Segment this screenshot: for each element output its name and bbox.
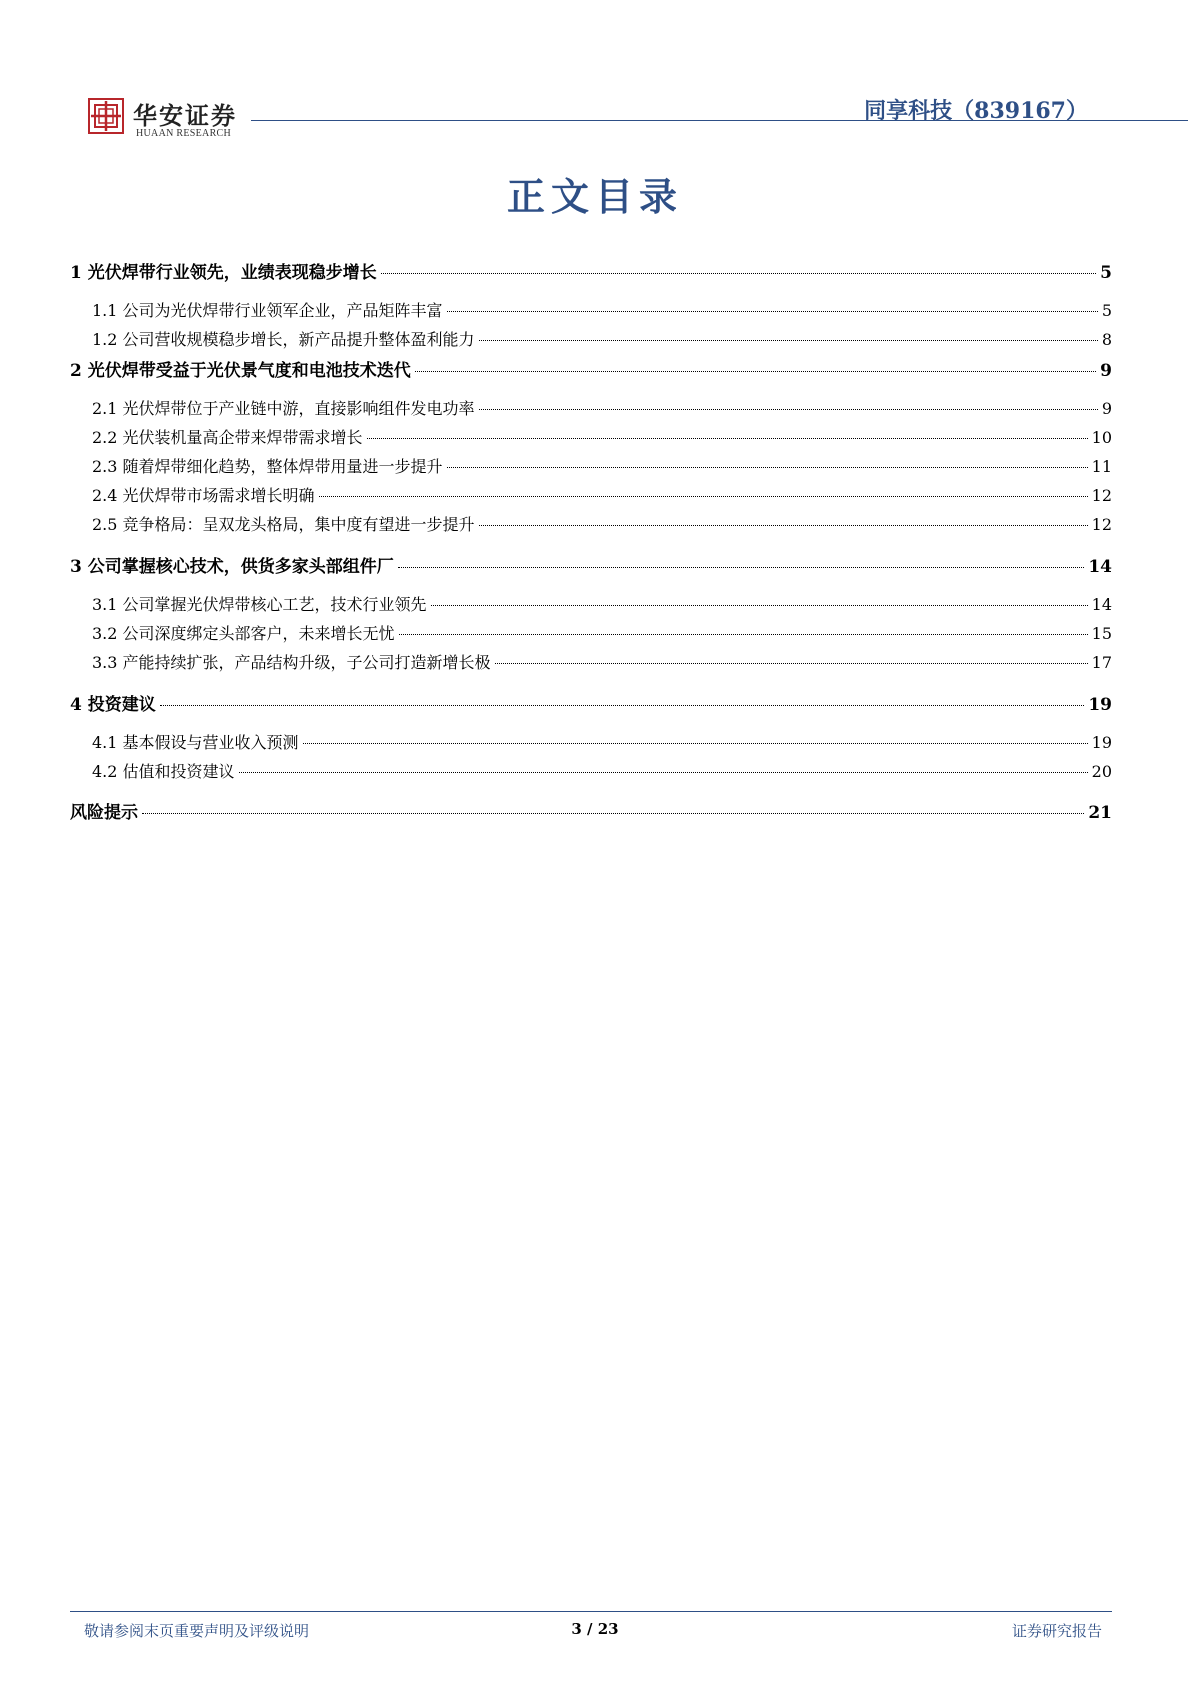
page-header: [88, 92, 1088, 144]
toc-entry[interactable]: [70, 730, 1112, 754]
toc-entry[interactable]: [70, 798, 1112, 822]
toc-entry[interactable]: [70, 258, 1112, 282]
toc-entry[interactable]: [70, 512, 1112, 536]
toc-entry[interactable]: [70, 298, 1112, 322]
toc-entry-page: 10: [1091, 428, 1112, 447]
stock-name: 同享科技（839167）: [864, 98, 1088, 124]
toc-entry-label: 2.2 光伏装机量高企带来焊带需求增长: [92, 428, 363, 447]
toc-leader-dots: [415, 371, 1096, 372]
toc-entry-page: 9: [1100, 361, 1112, 381]
toc-entry-label: 1.2 公司营收规模稳步增长，新产品提升整体盈利能力: [92, 330, 475, 349]
toc-entry-label: 2 光伏焊带受益于光伏景气度和电池技术迭代: [70, 361, 411, 381]
toc-entry[interactable]: [70, 425, 1112, 449]
toc-leader-dots: [319, 496, 1088, 497]
toc-leader-dots: [479, 340, 1098, 341]
toc-leader-dots: [479, 525, 1088, 526]
huaan-logo-icon: [88, 98, 124, 134]
toc-leader-dots: [367, 438, 1088, 439]
toc-entry-page: 14: [1088, 557, 1112, 577]
toc-leader-dots: [447, 311, 1098, 312]
toc-leader-dots: [303, 743, 1088, 744]
toc-entry-page: 11: [1091, 457, 1112, 476]
toc-entry-label: 3 公司掌握核心技术，供货多家头部组件厂: [70, 557, 394, 577]
toc-entry-label: 3.3 产能持续扩张，产品结构升级，子公司打造新增长极: [92, 653, 491, 672]
toc-leader-dots: [495, 663, 1088, 664]
toc-entry-page: 17: [1091, 653, 1112, 672]
toc-entry-label: 1 光伏焊带行业领先，业绩表现稳步增长: [70, 263, 377, 283]
toc-entry-page: 12: [1091, 486, 1112, 505]
toc-entry-page: 14: [1091, 595, 1112, 614]
toc-entry[interactable]: [70, 483, 1112, 507]
toc-entry-page: 19: [1088, 695, 1112, 715]
page-number: 3 / 23: [571, 1620, 619, 1638]
toc-leader-dots: [381, 273, 1096, 274]
toc-leader-dots: [479, 409, 1098, 410]
toc-entry-label: 1.1 公司为光伏焊带行业领军企业，产品矩阵丰富: [92, 301, 443, 320]
toc-entry[interactable]: [70, 621, 1112, 645]
toc-leader-dots: [447, 467, 1088, 468]
toc-leader-dots: [431, 605, 1088, 606]
toc-entry-page: 15: [1091, 624, 1112, 643]
toc-entry[interactable]: [70, 327, 1112, 351]
toc-entry-label: 2.1 光伏焊带位于产业链中游，直接影响组件发电功率: [92, 399, 475, 418]
toc-entry-page: 5: [1100, 263, 1112, 283]
toc-entry[interactable]: [70, 690, 1112, 714]
footer-disclaimer: 敬请参阅末页重要声明及评级说明: [84, 1622, 310, 1640]
toc-entry-page: 20: [1091, 762, 1112, 781]
toc-entry[interactable]: [70, 552, 1112, 576]
toc-entry-label: 2.5 竞争格局：呈双龙头格局，集中度有望进一步提升: [92, 515, 475, 534]
footer-divider: [70, 1611, 1112, 1612]
toc-entry-label: 4.2 估值和投资建议: [92, 762, 235, 781]
toc-entry-label: 2.4 光伏焊带市场需求增长明确: [92, 486, 315, 505]
toc-entry-page: 12: [1091, 515, 1112, 534]
toc-entry[interactable]: [70, 592, 1112, 616]
toc-leader-dots: [160, 705, 1085, 706]
toc-entry-label: 3.2 公司深度绑定头部客户，未来增长无忧: [92, 624, 395, 643]
toc-entry[interactable]: [70, 650, 1112, 674]
toc-entry-page: 9: [1101, 399, 1112, 418]
toc-entry-page: 8: [1101, 330, 1112, 349]
page-title: 正文目录: [506, 174, 683, 219]
toc-entry[interactable]: [70, 759, 1112, 783]
toc-entry-label: 4.1 基本假设与营业收入预测: [92, 733, 299, 752]
toc-entry-label: 3.1 公司掌握光伏焊带核心工艺，技术行业领先: [92, 595, 427, 614]
toc-entry-label: 风险提示: [70, 803, 138, 823]
toc-entry-label: 2.3 随着焊带细化趋势，整体焊带用量进一步提升: [92, 457, 443, 476]
toc-entry-label: 4 投资建议: [70, 695, 156, 715]
toc-entry-page: 19: [1091, 733, 1112, 752]
toc-leader-dots: [239, 772, 1088, 773]
toc-leader-dots: [399, 634, 1088, 635]
toc-entry[interactable]: [70, 454, 1112, 478]
logo-text-cn: 华安证券: [133, 101, 237, 130]
toc-leader-dots: [398, 567, 1085, 568]
toc-entry-page: 21: [1088, 803, 1112, 823]
logo-text-en: HUAAN RESEARCH: [136, 128, 232, 139]
toc-entry-page: 5: [1101, 301, 1112, 320]
toc-entry[interactable]: [70, 396, 1112, 420]
toc-entry[interactable]: [70, 356, 1112, 380]
toc-leader-dots: [142, 813, 1084, 814]
footer-report-type: 证券研究报告: [1011, 1622, 1102, 1640]
